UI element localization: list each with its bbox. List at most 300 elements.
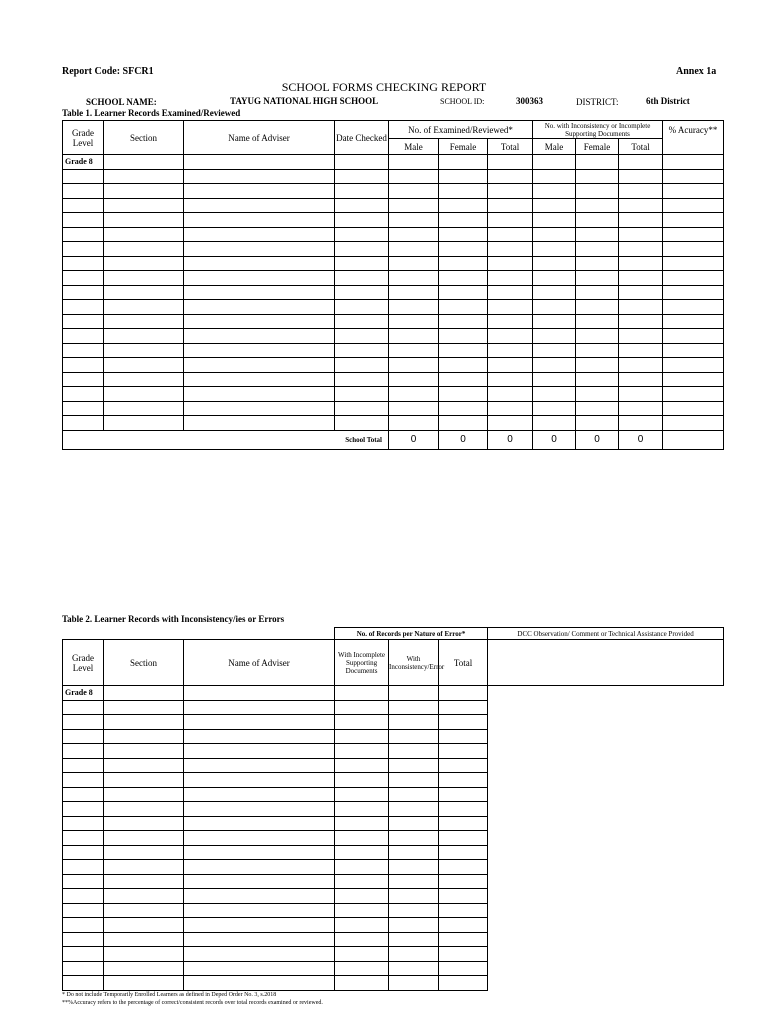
table-cell[interactable] <box>663 169 724 184</box>
table-cell[interactable] <box>439 700 488 715</box>
table-cell[interactable] <box>389 155 439 170</box>
table-cell[interactable] <box>335 787 389 802</box>
table-cell[interactable] <box>533 198 576 213</box>
table-cell[interactable] <box>389 787 439 802</box>
table-cell[interactable] <box>439 155 488 170</box>
grade-level-cell[interactable] <box>63 300 104 315</box>
grade-level-cell[interactable] <box>63 715 104 730</box>
table-cell[interactable] <box>104 758 184 773</box>
table-cell[interactable] <box>389 343 439 358</box>
table-cell[interactable] <box>488 213 533 228</box>
table-cell[interactable] <box>663 256 724 271</box>
table-cell[interactable] <box>335 802 389 817</box>
table-cell[interactable] <box>335 416 389 431</box>
grade-level-cell[interactable] <box>63 372 104 387</box>
table-cell[interactable] <box>389 874 439 889</box>
table-cell[interactable] <box>439 787 488 802</box>
grade-level-cell[interactable] <box>63 242 104 257</box>
table-cell[interactable] <box>488 227 533 242</box>
table-cell[interactable] <box>619 256 663 271</box>
table-cell[interactable] <box>439 256 488 271</box>
grade-level-cell[interactable] <box>63 700 104 715</box>
table-cell[interactable] <box>104 271 184 286</box>
table-cell[interactable] <box>533 184 576 199</box>
table-cell[interactable] <box>439 227 488 242</box>
table-cell[interactable] <box>663 387 724 402</box>
table-cell[interactable] <box>104 155 184 170</box>
grade-level-cell[interactable] <box>63 387 104 402</box>
table-cell[interactable] <box>533 155 576 170</box>
table-cell[interactable] <box>184 874 335 889</box>
table-cell[interactable] <box>439 874 488 889</box>
table-cell[interactable] <box>184 961 335 976</box>
table-cell[interactable] <box>335 271 389 286</box>
grade-level-cell[interactable] <box>63 343 104 358</box>
table-cell[interactable] <box>389 860 439 875</box>
table-cell[interactable] <box>335 213 389 228</box>
table-cell[interactable] <box>389 169 439 184</box>
table-cell[interactable] <box>104 947 184 962</box>
table-cell[interactable] <box>533 242 576 257</box>
table-cell[interactable] <box>389 271 439 286</box>
table-cell[interactable] <box>576 358 619 373</box>
table-cell[interactable] <box>488 271 533 286</box>
table-cell[interactable] <box>184 314 335 329</box>
table-cell[interactable] <box>533 300 576 315</box>
table-cell[interactable] <box>184 285 335 300</box>
table-cell[interactable] <box>389 387 439 402</box>
table-cell[interactable] <box>184 758 335 773</box>
table-cell[interactable] <box>389 300 439 315</box>
table-cell[interactable] <box>663 227 724 242</box>
table-cell[interactable] <box>104 358 184 373</box>
table-cell[interactable] <box>619 329 663 344</box>
table-cell[interactable] <box>663 358 724 373</box>
table-cell[interactable] <box>335 889 389 904</box>
table-cell[interactable] <box>439 932 488 947</box>
table-cell[interactable] <box>389 961 439 976</box>
table-cell[interactable] <box>439 343 488 358</box>
grade-level-cell[interactable] <box>63 416 104 431</box>
table-cell[interactable] <box>389 285 439 300</box>
table-cell[interactable] <box>576 155 619 170</box>
table-cell[interactable] <box>184 169 335 184</box>
table-cell[interactable] <box>389 816 439 831</box>
table-cell[interactable] <box>576 213 619 228</box>
table-cell[interactable] <box>619 416 663 431</box>
table-cell[interactable] <box>389 773 439 788</box>
grade-level-cell[interactable] <box>63 787 104 802</box>
grade-level-cell[interactable]: Grade 8 <box>63 686 104 701</box>
table-cell[interactable] <box>335 184 389 199</box>
grade-level-cell[interactable] <box>63 903 104 918</box>
table-cell[interactable] <box>104 773 184 788</box>
table-cell[interactable] <box>663 372 724 387</box>
grade-level-cell[interactable] <box>63 976 104 991</box>
table-cell[interactable] <box>533 213 576 228</box>
grade-level-cell[interactable] <box>63 773 104 788</box>
table-cell[interactable] <box>619 300 663 315</box>
table-cell[interactable] <box>576 343 619 358</box>
grade-level-cell[interactable] <box>63 874 104 889</box>
table-cell[interactable] <box>663 401 724 416</box>
table-cell[interactable] <box>104 686 184 701</box>
table-cell[interactable] <box>439 285 488 300</box>
table-cell[interactable] <box>439 816 488 831</box>
table-cell[interactable] <box>184 401 335 416</box>
table-cell[interactable] <box>184 300 335 315</box>
table-cell[interactable] <box>104 285 184 300</box>
table-cell[interactable] <box>335 744 389 759</box>
dcc-comment-area[interactable] <box>488 640 724 686</box>
grade-level-cell[interactable] <box>63 816 104 831</box>
table-cell[interactable] <box>389 401 439 416</box>
table-cell[interactable] <box>488 387 533 402</box>
table-cell[interactable] <box>663 416 724 431</box>
table-cell[interactable] <box>184 976 335 991</box>
table-cell[interactable] <box>389 416 439 431</box>
table-cell[interactable] <box>488 242 533 257</box>
grade-level-cell[interactable] <box>63 889 104 904</box>
table-cell[interactable] <box>576 271 619 286</box>
table-cell[interactable] <box>488 285 533 300</box>
table-cell[interactable] <box>335 169 389 184</box>
table-cell[interactable] <box>104 903 184 918</box>
table-cell[interactable] <box>389 802 439 817</box>
table-cell[interactable] <box>184 744 335 759</box>
table-cell[interactable] <box>184 213 335 228</box>
grade-level-cell[interactable] <box>63 831 104 846</box>
table-cell[interactable] <box>389 889 439 904</box>
table-cell[interactable] <box>576 300 619 315</box>
table-cell[interactable] <box>439 169 488 184</box>
table-cell[interactable] <box>184 198 335 213</box>
table-cell[interactable] <box>184 155 335 170</box>
table-cell[interactable] <box>439 372 488 387</box>
table-cell[interactable] <box>439 903 488 918</box>
table-cell[interactable] <box>335 256 389 271</box>
table-cell[interactable] <box>663 198 724 213</box>
table-cell[interactable] <box>335 314 389 329</box>
table-cell[interactable] <box>335 874 389 889</box>
table-cell[interactable] <box>335 227 389 242</box>
table-cell[interactable] <box>576 198 619 213</box>
grade-level-cell[interactable] <box>63 947 104 962</box>
table-cell[interactable] <box>619 227 663 242</box>
table-cell[interactable] <box>439 686 488 701</box>
table-cell[interactable] <box>619 169 663 184</box>
table-cell[interactable] <box>335 401 389 416</box>
table-cell[interactable] <box>439 184 488 199</box>
table-cell[interactable] <box>663 184 724 199</box>
table-cell[interactable] <box>104 932 184 947</box>
table-cell[interactable] <box>488 169 533 184</box>
table-cell[interactable] <box>439 802 488 817</box>
table-cell[interactable] <box>184 816 335 831</box>
table-cell[interactable] <box>439 271 488 286</box>
table-cell[interactable] <box>104 227 184 242</box>
grade-level-cell[interactable] <box>63 802 104 817</box>
grade-level-cell[interactable] <box>63 256 104 271</box>
table-cell[interactable] <box>104 874 184 889</box>
table-cell[interactable] <box>389 918 439 933</box>
table-cell[interactable] <box>576 416 619 431</box>
table-cell[interactable] <box>184 343 335 358</box>
table-cell[interactable] <box>576 256 619 271</box>
table-cell[interactable] <box>104 343 184 358</box>
table-cell[interactable] <box>439 242 488 257</box>
table-cell[interactable] <box>488 329 533 344</box>
table-cell[interactable] <box>184 903 335 918</box>
table-cell[interactable] <box>619 358 663 373</box>
table-cell[interactable] <box>104 242 184 257</box>
table-cell[interactable] <box>533 285 576 300</box>
table-cell[interactable] <box>488 314 533 329</box>
table-cell[interactable] <box>104 889 184 904</box>
table-cell[interactable] <box>104 729 184 744</box>
table-cell[interactable] <box>335 242 389 257</box>
table-cell[interactable] <box>663 314 724 329</box>
table-cell[interactable] <box>184 787 335 802</box>
table-cell[interactable] <box>184 700 335 715</box>
table-cell[interactable] <box>663 329 724 344</box>
table-cell[interactable] <box>488 198 533 213</box>
table-cell[interactable] <box>576 329 619 344</box>
table-cell[interactable] <box>184 372 335 387</box>
table-cell[interactable] <box>439 729 488 744</box>
table-cell[interactable] <box>439 300 488 315</box>
table-cell[interactable] <box>619 387 663 402</box>
table-cell[interactable] <box>619 198 663 213</box>
table-cell[interactable] <box>533 372 576 387</box>
table-cell[interactable] <box>184 715 335 730</box>
table-cell[interactable] <box>533 387 576 402</box>
table-cell[interactable] <box>533 256 576 271</box>
grade-level-cell[interactable] <box>63 329 104 344</box>
table-cell[interactable] <box>389 198 439 213</box>
table-cell[interactable] <box>335 285 389 300</box>
table-cell[interactable] <box>104 314 184 329</box>
table-cell[interactable] <box>389 831 439 846</box>
table-cell[interactable] <box>184 184 335 199</box>
table-cell[interactable] <box>533 401 576 416</box>
table-cell[interactable] <box>663 155 724 170</box>
table-cell[interactable] <box>619 271 663 286</box>
table-cell[interactable] <box>104 256 184 271</box>
table-cell[interactable] <box>184 860 335 875</box>
table-cell[interactable] <box>439 416 488 431</box>
table-cell[interactable] <box>576 401 619 416</box>
table-cell[interactable] <box>663 213 724 228</box>
table-cell[interactable] <box>663 285 724 300</box>
table-cell[interactable] <box>533 358 576 373</box>
grade-level-cell[interactable] <box>63 227 104 242</box>
table-cell[interactable] <box>533 329 576 344</box>
table-cell[interactable] <box>335 198 389 213</box>
table-cell[interactable] <box>389 372 439 387</box>
table-cell[interactable] <box>335 845 389 860</box>
table-cell[interactable] <box>439 831 488 846</box>
table-cell[interactable] <box>104 700 184 715</box>
grade-level-cell[interactable] <box>63 184 104 199</box>
table-cell[interactable] <box>576 184 619 199</box>
table-cell[interactable] <box>335 932 389 947</box>
table-cell[interactable] <box>389 947 439 962</box>
table-cell[interactable] <box>389 715 439 730</box>
table-cell[interactable] <box>663 343 724 358</box>
table-cell[interactable] <box>184 947 335 962</box>
table-cell[interactable] <box>335 976 389 991</box>
table-cell[interactable] <box>104 198 184 213</box>
table-cell[interactable] <box>104 816 184 831</box>
table-cell[interactable] <box>184 729 335 744</box>
table-cell[interactable] <box>488 372 533 387</box>
grade-level-cell[interactable] <box>63 314 104 329</box>
table-cell[interactable] <box>619 372 663 387</box>
table-cell[interactable] <box>184 932 335 947</box>
table-cell[interactable] <box>439 715 488 730</box>
table-cell[interactable] <box>104 372 184 387</box>
table-cell[interactable] <box>184 845 335 860</box>
grade-level-cell[interactable] <box>63 758 104 773</box>
table-cell[interactable] <box>104 329 184 344</box>
table-cell[interactable] <box>576 387 619 402</box>
grade-level-cell[interactable] <box>63 961 104 976</box>
table-cell[interactable] <box>184 802 335 817</box>
table-cell[interactable] <box>104 845 184 860</box>
table-cell[interactable] <box>184 831 335 846</box>
table-cell[interactable] <box>389 903 439 918</box>
table-cell[interactable] <box>335 903 389 918</box>
table-cell[interactable] <box>488 343 533 358</box>
table-cell[interactable] <box>335 329 389 344</box>
table-cell[interactable] <box>439 773 488 788</box>
table-cell[interactable] <box>184 889 335 904</box>
grade-level-cell[interactable] <box>63 213 104 228</box>
table-cell[interactable] <box>184 416 335 431</box>
table-cell[interactable] <box>104 169 184 184</box>
table-cell[interactable] <box>335 343 389 358</box>
grade-level-cell[interactable] <box>63 285 104 300</box>
table-cell[interactable] <box>576 242 619 257</box>
table-cell[interactable] <box>488 358 533 373</box>
table-cell[interactable] <box>533 343 576 358</box>
table-cell[interactable] <box>439 961 488 976</box>
table-cell[interactable] <box>104 416 184 431</box>
table-cell[interactable] <box>619 213 663 228</box>
table-cell[interactable] <box>488 416 533 431</box>
table-cell[interactable] <box>104 918 184 933</box>
grade-level-cell[interactable]: Grade 8 <box>63 155 104 170</box>
table-cell[interactable] <box>335 758 389 773</box>
table-cell[interactable] <box>184 773 335 788</box>
table-cell[interactable] <box>439 401 488 416</box>
table-cell[interactable] <box>488 256 533 271</box>
grade-level-cell[interactable] <box>63 271 104 286</box>
table-cell[interactable] <box>389 358 439 373</box>
table-cell[interactable] <box>389 256 439 271</box>
table-cell[interactable] <box>335 300 389 315</box>
grade-level-cell[interactable] <box>63 932 104 947</box>
table-cell[interactable] <box>184 387 335 402</box>
grade-level-cell[interactable] <box>63 401 104 416</box>
table-cell[interactable] <box>619 242 663 257</box>
table-cell[interactable] <box>533 169 576 184</box>
table-cell[interactable] <box>663 242 724 257</box>
grade-level-cell[interactable] <box>63 358 104 373</box>
table-cell[interactable] <box>439 358 488 373</box>
table-cell[interactable] <box>104 831 184 846</box>
table-cell[interactable] <box>533 227 576 242</box>
table-cell[interactable] <box>533 314 576 329</box>
table-cell[interactable] <box>389 700 439 715</box>
table-cell[interactable] <box>104 184 184 199</box>
table-cell[interactable] <box>663 271 724 286</box>
table-cell[interactable] <box>389 744 439 759</box>
table-cell[interactable] <box>439 976 488 991</box>
table-cell[interactable] <box>184 242 335 257</box>
table-cell[interactable] <box>576 285 619 300</box>
table-cell[interactable] <box>439 744 488 759</box>
table-cell[interactable] <box>439 860 488 875</box>
table-cell[interactable] <box>184 358 335 373</box>
table-cell[interactable] <box>335 816 389 831</box>
table-cell[interactable] <box>389 184 439 199</box>
table-cell[interactable] <box>389 242 439 257</box>
table-cell[interactable] <box>184 686 335 701</box>
table-cell[interactable] <box>104 387 184 402</box>
table-cell[interactable] <box>335 155 389 170</box>
table-cell[interactable] <box>576 169 619 184</box>
table-cell[interactable] <box>439 329 488 344</box>
table-cell[interactable] <box>104 744 184 759</box>
table-cell[interactable] <box>104 213 184 228</box>
table-cell[interactable] <box>389 976 439 991</box>
table-cell[interactable] <box>389 758 439 773</box>
table-cell[interactable] <box>488 155 533 170</box>
table-cell[interactable] <box>184 918 335 933</box>
table-cell[interactable] <box>576 372 619 387</box>
table-cell[interactable] <box>619 314 663 329</box>
table-cell[interactable] <box>576 227 619 242</box>
table-cell[interactable] <box>533 271 576 286</box>
table-cell[interactable] <box>619 285 663 300</box>
table-cell[interactable] <box>184 256 335 271</box>
table-cell[interactable] <box>619 155 663 170</box>
table-cell[interactable] <box>335 387 389 402</box>
table-cell[interactable] <box>389 314 439 329</box>
grade-level-cell[interactable] <box>63 860 104 875</box>
table-cell[interactable] <box>335 729 389 744</box>
table-cell[interactable] <box>389 845 439 860</box>
table-cell[interactable] <box>439 845 488 860</box>
table-cell[interactable] <box>439 387 488 402</box>
table-cell[interactable] <box>104 787 184 802</box>
table-cell[interactable] <box>335 961 389 976</box>
table-cell[interactable] <box>335 773 389 788</box>
table-cell[interactable] <box>619 401 663 416</box>
grade-level-cell[interactable] <box>63 169 104 184</box>
table-cell[interactable] <box>439 213 488 228</box>
table-cell[interactable] <box>104 715 184 730</box>
table-cell[interactable] <box>335 358 389 373</box>
table-cell[interactable] <box>389 932 439 947</box>
table-cell[interactable] <box>389 227 439 242</box>
table-cell[interactable] <box>576 314 619 329</box>
table-cell[interactable] <box>104 976 184 991</box>
grade-level-cell[interactable] <box>63 729 104 744</box>
table-cell[interactable] <box>619 184 663 199</box>
